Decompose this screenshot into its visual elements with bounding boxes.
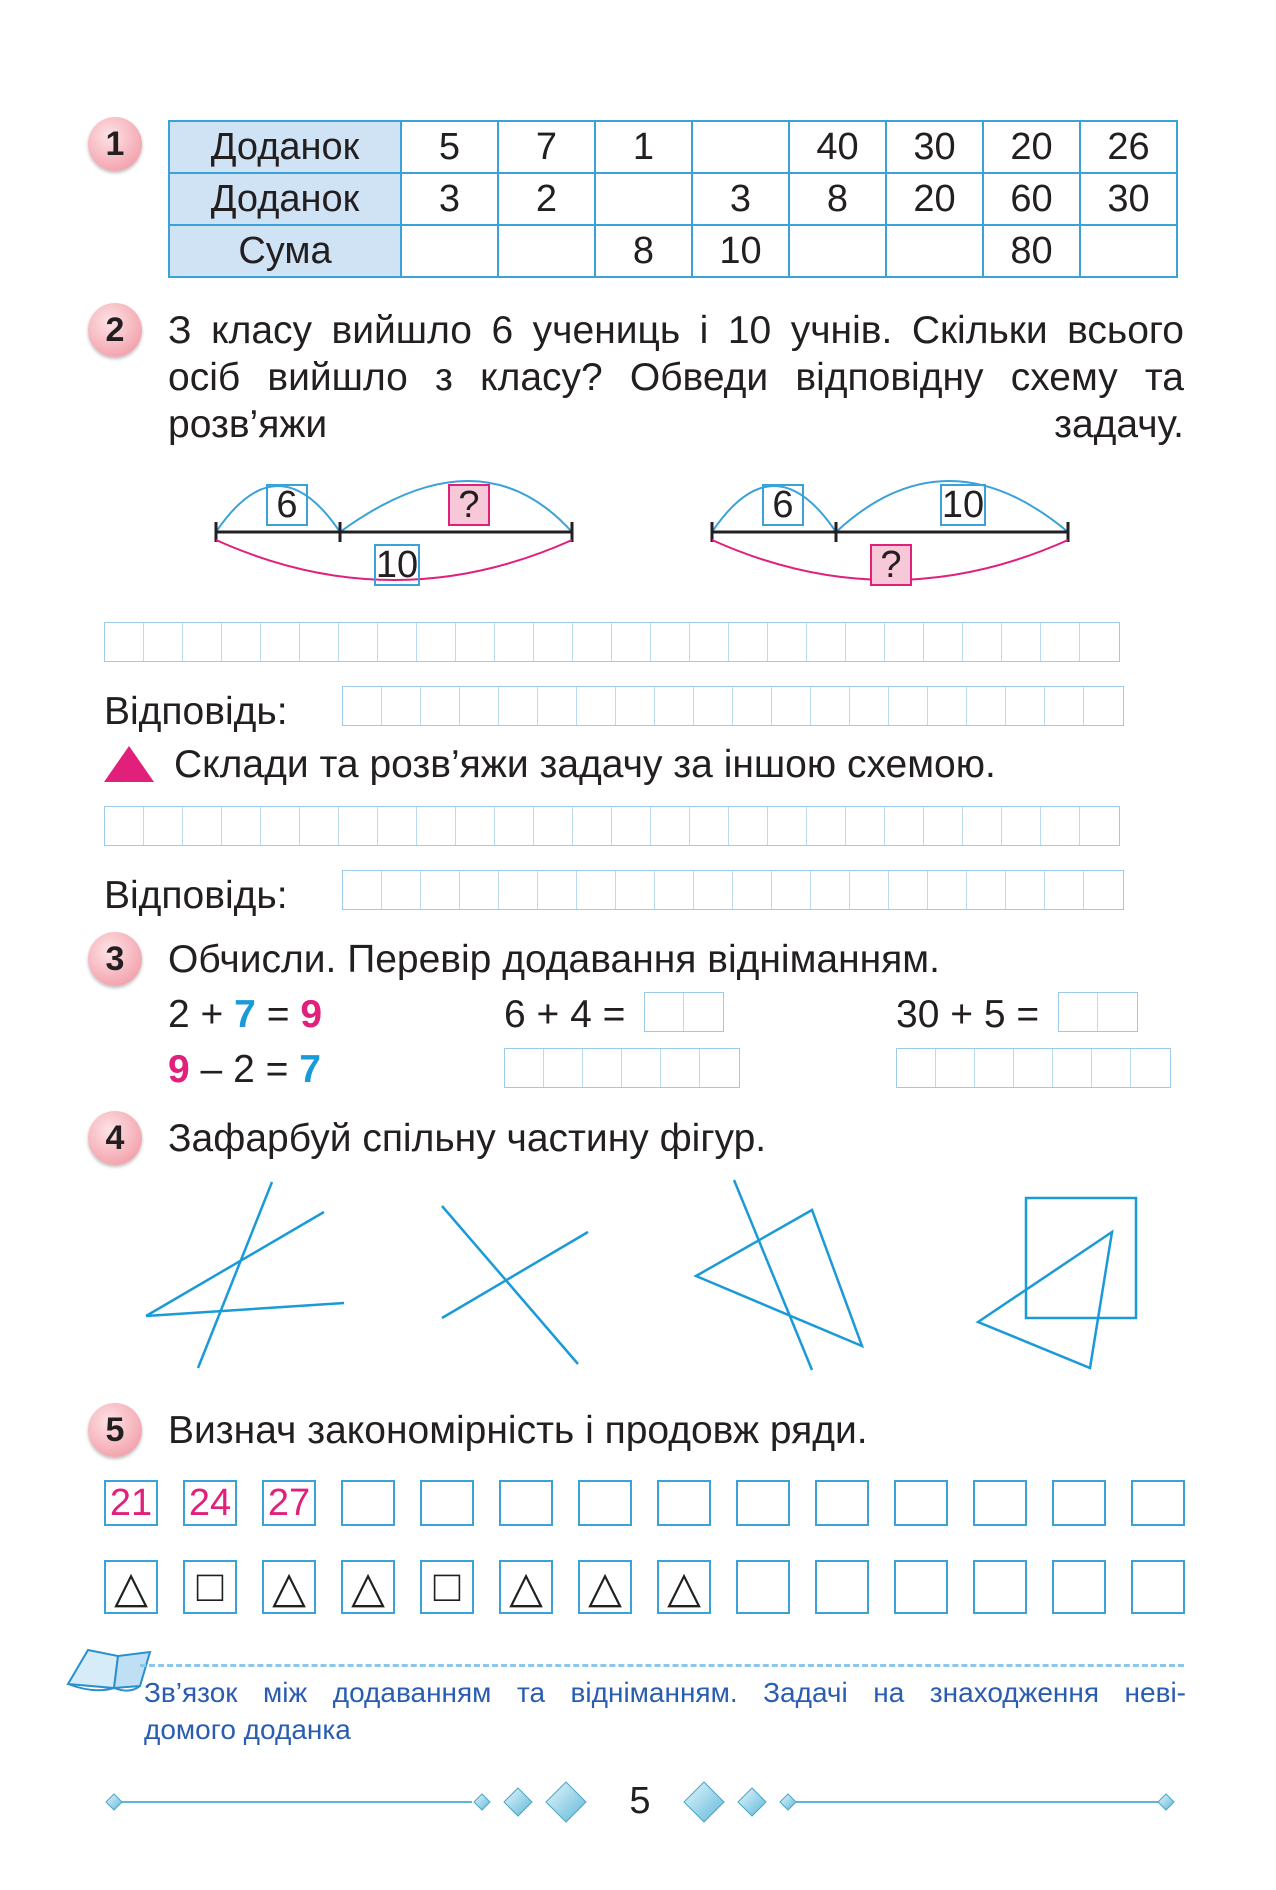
task5-text: Визнач закономірність і продовж ряди. [168, 1409, 868, 1452]
sequence-empty-cell[interactable] [1052, 1480, 1106, 1526]
table-cell[interactable] [886, 225, 983, 277]
sequence-empty-cell[interactable] [341, 1480, 395, 1526]
example-addition: 2 + 7 = 9 [168, 993, 323, 1036]
shape-triangle-icon: △ [499, 1560, 553, 1614]
figure2-line [442, 1206, 578, 1364]
sequence-empty-cell[interactable] [420, 1480, 474, 1526]
sequence-empty-cell[interactable] [973, 1560, 1027, 1614]
table-cell[interactable]: 20 [886, 173, 983, 225]
sequence-cell: 27 [262, 1480, 316, 1526]
table-cell[interactable]: 7 [498, 121, 595, 173]
table-cell[interactable] [401, 225, 498, 277]
row-label: Доданок [169, 173, 401, 225]
table-cell[interactable]: 3 [692, 173, 789, 225]
example-subtraction: 9 – 2 = 7 [168, 1048, 321, 1091]
figure3-triangle [696, 1210, 862, 1346]
sequence-empty-cell[interactable] [736, 1560, 790, 1614]
expression-2-answer[interactable] [1058, 992, 1138, 1032]
sequence-empty-cell[interactable] [815, 1480, 869, 1526]
scheme1-part1: 6 [266, 484, 308, 526]
table-row [169, 121, 1177, 173]
table-cell[interactable]: 10 [692, 225, 789, 277]
sequence-empty-cell[interactable] [499, 1480, 553, 1526]
shape-triangle-icon: △ [262, 1560, 316, 1614]
table-cell[interactable] [498, 225, 595, 277]
table-cell[interactable] [789, 225, 886, 277]
solution-grid[interactable] [104, 622, 1120, 662]
addition-table [168, 120, 1178, 278]
table-row [169, 173, 1177, 225]
figure4-triangle [978, 1232, 1112, 1368]
shape-square-icon: □ [420, 1560, 474, 1614]
sequence-cell: 21 [104, 1480, 158, 1526]
figure3-line [734, 1180, 812, 1370]
scheme2-total: ? [870, 544, 912, 586]
table-cell[interactable] [1080, 225, 1177, 277]
footer-divider [140, 1664, 1184, 1667]
sequence-empty-cell[interactable] [894, 1560, 948, 1614]
scheme1-total: 10 [375, 543, 419, 586]
scheme2-part1: 6 [762, 484, 804, 526]
task4-text: Зафарбуй спільну частину фігур. [168, 1117, 767, 1160]
table-cell[interactable]: 1 [595, 121, 692, 173]
sequence-empty-cell[interactable] [973, 1480, 1027, 1526]
row-label: Доданок [169, 121, 401, 173]
figures-area[interactable] [130, 1170, 1160, 1380]
sequence-cell: 24 [183, 1480, 237, 1526]
table-cell[interactable]: 2 [498, 173, 595, 225]
page-number: 5 [629, 1780, 651, 1822]
table-cell[interactable]: 80 [983, 225, 1080, 277]
table-row [169, 225, 1177, 277]
topic-line-1: Зв’язок між додаванням та відніманням. Задачі на знаходження неві- [144, 1677, 1186, 1708]
expression-1: 6 + 4 = [504, 993, 626, 1036]
expression-1-check[interactable] [504, 1048, 740, 1088]
figure1-line [146, 1303, 344, 1316]
table-cell[interactable]: 30 [886, 121, 983, 173]
table-cell[interactable]: 40 [789, 121, 886, 173]
table-cell[interactable]: 30 [1080, 173, 1177, 225]
shape-triangle-icon: △ [104, 1560, 158, 1614]
table-cell[interactable] [692, 121, 789, 173]
task-number-2: 2 [88, 303, 142, 357]
figure1-line [146, 1212, 324, 1316]
answer-label: Відповідь: [104, 690, 288, 733]
table-cell[interactable]: 60 [983, 173, 1080, 225]
sequence-empty-cell[interactable] [1052, 1560, 1106, 1614]
row-label: Сума [169, 225, 401, 277]
table-cell[interactable]: 8 [789, 173, 886, 225]
answer-label-2: Відповідь: [104, 874, 288, 917]
table-cell[interactable]: 5 [401, 121, 498, 173]
sequence-empty-cell[interactable] [1131, 1560, 1185, 1614]
task-number-1: 1 [88, 117, 142, 171]
table-cell[interactable]: 20 [983, 121, 1080, 173]
sequence-empty-cell[interactable] [736, 1480, 790, 1526]
sequence-empty-cell[interactable] [894, 1480, 948, 1526]
triangle-marker-icon [102, 744, 156, 784]
extra-task-text: Склади та розв’яжи задачу за іншою схемою. [174, 743, 996, 786]
task2-text: З класу вийшло 6 учениць і 10 учнів. Скільки всього осіб вийшло з класу? Обведи відповідну схему та розв’яжи задачу. [168, 309, 1184, 446]
expression-1-answer[interactable] [644, 992, 724, 1032]
figure2-line [442, 1232, 588, 1318]
shape-triangle-icon: △ [657, 1560, 711, 1614]
task-number-3: 3 [88, 932, 142, 986]
sequence-empty-cell[interactable] [657, 1480, 711, 1526]
task-number-4: 4 [88, 1111, 142, 1165]
scheme1-part2: ? [448, 484, 490, 526]
sequence-empty-cell[interactable] [578, 1480, 632, 1526]
shape-triangle-icon: △ [578, 1560, 632, 1614]
table-cell[interactable]: 8 [595, 225, 692, 277]
table-cell[interactable]: 3 [401, 173, 498, 225]
task-number-5: 5 [88, 1403, 142, 1457]
table-cell[interactable]: 26 [1080, 121, 1177, 173]
topic-line-2: домого доданка [144, 1714, 351, 1745]
shape-square-icon: □ [183, 1560, 237, 1614]
expression-2: 30 + 5 = [896, 993, 1040, 1036]
sequence-empty-cell[interactable] [815, 1560, 869, 1614]
table-cell[interactable] [595, 173, 692, 225]
extra-solution-grid[interactable] [104, 806, 1120, 846]
scheme2-part2: 10 [941, 483, 985, 526]
figure4-square [1026, 1198, 1136, 1318]
answer-grid-2[interactable] [342, 870, 1124, 910]
expression-2-check[interactable] [896, 1048, 1171, 1088]
figure1-line [198, 1182, 272, 1368]
shape-triangle-icon: △ [341, 1560, 395, 1614]
task3-text: Обчисли. Перевір додавання відніманням. [168, 938, 940, 981]
answer-grid[interactable] [342, 686, 1124, 726]
sequence-empty-cell[interactable] [1131, 1480, 1185, 1526]
